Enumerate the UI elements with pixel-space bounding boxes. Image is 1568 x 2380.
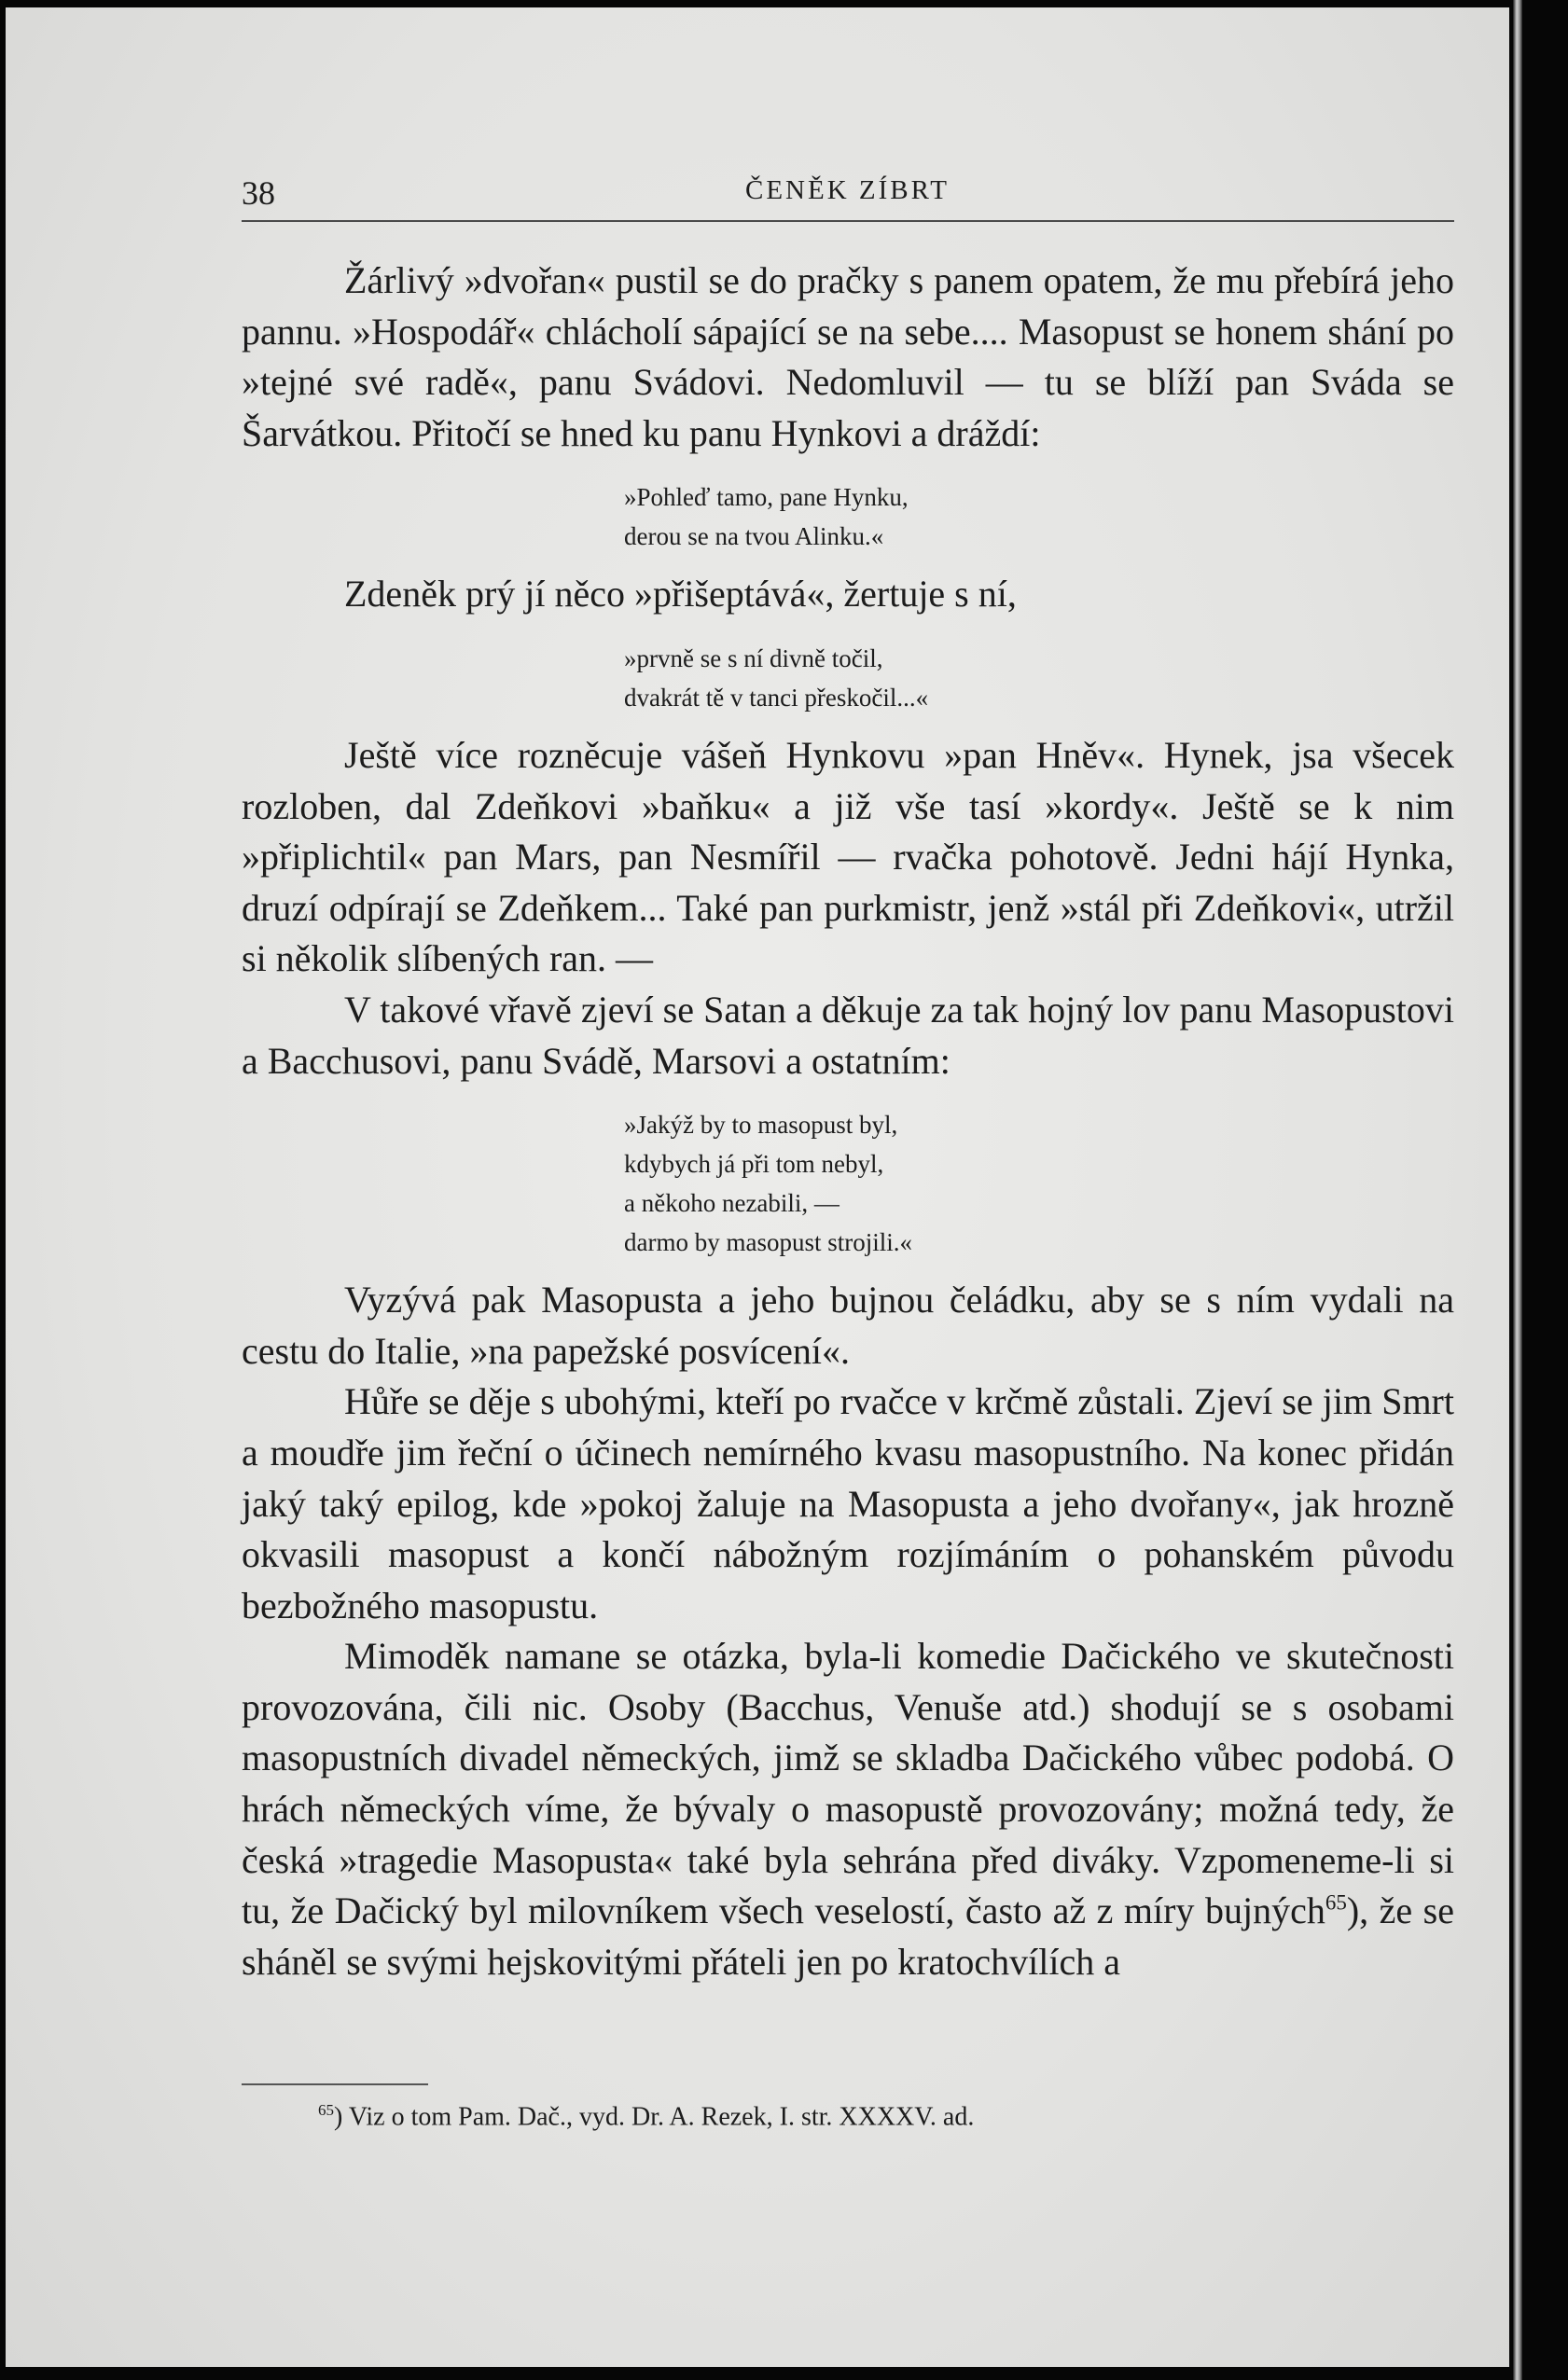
verse-line: darmo by masopust strojili.« <box>624 1228 912 1257</box>
verse-line: »Pohleď tamo, pane Hynku, <box>624 483 909 512</box>
footnote-reference: 65 <box>1325 1890 1347 1915</box>
paragraph-4: V takové vřavě zjeví se Satan a děkuje za tak hojný lov panu Masopustovi a Bacchusovi, panu Svádě, Marsovi a ostatním: <box>242 988 1454 1082</box>
book-page <box>6 7 1509 2367</box>
verse-line: »prvně se s ní divně točil, <box>624 643 883 672</box>
header-rule <box>242 220 1454 222</box>
footnote <box>318 2101 974 2132</box>
verse-line: a někoho nezabili, — <box>624 1189 840 1218</box>
paragraph-5: Vyzývá pak Masopusta a jeho bujnou čeládku, aby se s ním vydali na cestu do Italie, »na papežské posvícení«. <box>242 1279 1454 1372</box>
verse-line: derou se na tvou Alinku.« <box>624 522 884 551</box>
paragraph-7-text-end: ), že se sháněl se svými hejskovitými přáteli jen po kratochvílích a <box>242 1889 1454 1983</box>
verse-line: »Jakýž by to masopust byl, <box>624 1111 898 1140</box>
footnote-mark: 65 <box>318 2101 334 2119</box>
verse-2 <box>624 639 1454 717</box>
page-header <box>242 173 1454 220</box>
paragraph-6: Hůře se děje s ubohými, kteří po rvačce v krčmě zůstali. Zjeví se jim Smrt a moudře jim řeční o účinech nemírného kvasu masopustního. Na konec přidán jaký taký epilog, kde »pokoj žaluje na Masopusta a jeho dvořany«, jak hrozně okvasili masopust a končí nábožným rozjímáním o pohanském původu bezbožného masopustu. <box>242 1380 1454 1626</box>
verse-1 <box>624 477 1454 556</box>
paragraph-7-text: Mimoděk namane se otázka, byla-li komedie Dačického ve skutečnosti provozována, čili nic. Osoby (Bacchus, Venuše atd.) shodují se s osobami masopustních divadel německých, jimž se skladba Dačického vůbec podobá. O hrách německých víme, že bývaly o masopustě provozovány; možná tedy, že česká »tragedie Masopusta« také byla sehrána před diváky. Vzpomeneme-li si tu, že Dačický byl milovníkem všech veselostí, často až z míry bujných <box>242 1635 1454 1932</box>
running-head: ČENĚK ZÍBRT <box>745 175 950 205</box>
verse-line: kdybych já při tom nebyl, <box>624 1150 884 1179</box>
paragraph-1: Žárlivý »dvořan« pustil se do pračky s panem opatem, že mu přebírá jeho pannu. »Hospodář« chlácholí sápající se na sebe.... Masopust se honem shání po »tejné své radě«, panu Svádovi. Nedomluvil — tu se blíží pan Sváda se Šarvátkou. Přitočí se hned ku panu Hynkovi a dráždí: <box>242 259 1454 454</box>
body-text <box>242 256 1454 1987</box>
book-edge <box>1513 0 1522 2380</box>
page-number: 38 <box>242 174 275 212</box>
footnote-text: ) Viz o tom Pam. Dač., vyd. Dr. A. Rezek, I. str. XXXXV. ad. <box>334 2102 975 2132</box>
paragraph-7 <box>242 1631 1454 1987</box>
paragraph-2: Zdeněk prý jí něco »přišeptává«, žertuje s ní, <box>344 573 1017 616</box>
footnote-rule <box>242 2083 428 2085</box>
verse-3 <box>624 1105 1454 1262</box>
verse-line: dvakrát tě v tanci přeskočil...« <box>624 683 929 712</box>
paragraph-3: Ještě více rozněcuje vášeň Hynkovu »pan Hněv«. Hynek, jsa všecek rozloben, dal Zdeňkovi »baňku« a již vše tasí »kordy«. Ještě se k nim »připlichtil« pan Mars, pan Nesmířil — rvačka pohotově. Jedni hájí Hynka, druzí odpírají se Zdeňkem... Také pan purkmistr, jenž »stál při Zdeňkovi«, utržil si několik slíbených ran. — <box>242 733 1454 980</box>
